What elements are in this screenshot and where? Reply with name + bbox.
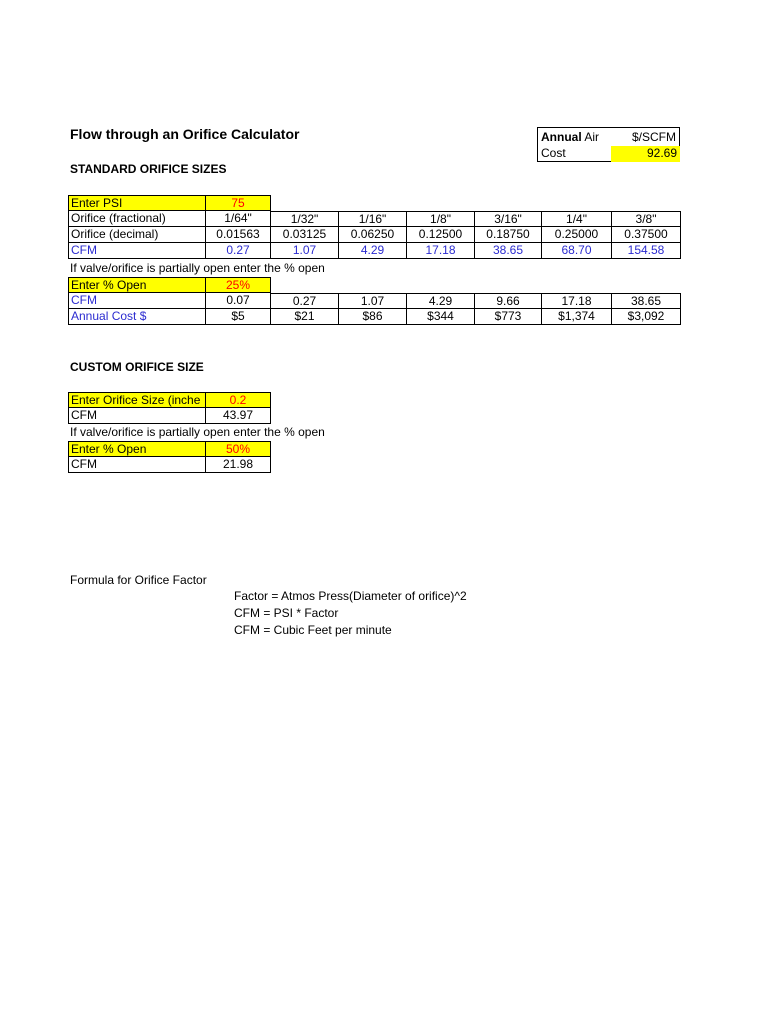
cfm-label: CFM	[69, 243, 206, 259]
fractional-cell: 1/8"	[407, 211, 475, 227]
decimal-cell: 0.01563	[206, 227, 271, 243]
custom-size-row	[68, 392, 271, 408]
custom-partial-open-note: If valve/orifice is partially open enter the % open	[70, 425, 325, 439]
cfm-cell: 17.18	[407, 243, 475, 259]
cfm-cell: 154.58	[612, 243, 681, 259]
custom-cfm-row	[68, 408, 271, 424]
fractional-row	[68, 211, 681, 227]
decimal-label: Orifice (decimal)	[69, 227, 206, 243]
custom-cfm-partial-row	[68, 457, 271, 473]
fractional-cell: 1/16"	[339, 211, 407, 227]
formula-line: CFM = Cubic Feet per minute	[234, 623, 392, 637]
psi-label: Enter PSI	[69, 195, 206, 211]
cfm-cell: 38.65	[475, 243, 542, 259]
decimal-cell: 0.06250	[339, 227, 407, 243]
fractional-cell: 3/16"	[475, 211, 542, 227]
cfm-partial-cell: 0.27	[271, 293, 339, 309]
cfm-partial-cell: 1.07	[339, 293, 407, 309]
fractional-cell: 1/32"	[271, 211, 339, 227]
custom-cfm-value: 43.97	[206, 408, 271, 424]
decimal-cell: 0.03125	[271, 227, 339, 243]
decimal-row	[68, 227, 681, 243]
custom-open-label: Enter % Open	[69, 441, 206, 457]
decimal-cell: 0.12500	[407, 227, 475, 243]
cfm-partial-label: CFM	[69, 293, 206, 309]
decimal-cell: 0.37500	[612, 227, 681, 243]
cfm-cell: 4.29	[339, 243, 407, 259]
cfm-partial-cell: 9.66	[475, 293, 542, 309]
custom-size-heading: CUSTOM ORIFICE SIZE	[70, 360, 204, 374]
annual-air-cost-input[interactable]: 92.69	[611, 146, 680, 162]
annual-cost-cell: $773	[475, 309, 542, 325]
annual-air-box	[537, 127, 680, 162]
cfm-partial-cell: 17.18	[542, 293, 612, 309]
annual-cost-cell: $3,092	[612, 309, 681, 325]
decimal-cell: 0.18750	[475, 227, 542, 243]
annual-cost-cell: $344	[407, 309, 475, 325]
cfm-row	[68, 243, 681, 259]
custom-open-row	[68, 441, 271, 457]
custom-cfm-partial-label: CFM	[69, 457, 206, 473]
fractional-cell: 1/64"	[206, 211, 271, 227]
open-input[interactable]: 25%	[206, 277, 271, 293]
fractional-cell: 1/4"	[542, 211, 612, 227]
annual-cost-label: Annual Cost $	[69, 309, 206, 325]
annual-cost-cell: $21	[271, 309, 339, 325]
annual-cost-cell: $5	[206, 309, 271, 325]
page-title: Flow through an Orifice Calculator	[70, 126, 300, 142]
cfm-partial-cell: 0.07	[206, 293, 271, 309]
cfm-partial-row	[68, 293, 681, 309]
cfm-partial-cell: 4.29	[407, 293, 475, 309]
psi-input[interactable]: 75	[206, 195, 271, 211]
formula-heading: Formula for Orifice Factor	[70, 573, 207, 587]
cfm-cell: 68.70	[542, 243, 612, 259]
standard-sizes-heading: STANDARD ORIFICE SIZES	[70, 162, 227, 176]
fractional-cell: 3/8"	[612, 211, 681, 227]
custom-cfm-label: CFM	[69, 408, 206, 424]
partial-open-note: If valve/orifice is partially open enter the % open	[70, 261, 325, 275]
cfm-cell: 1.07	[271, 243, 339, 259]
fractional-label: Orifice (fractional)	[69, 211, 206, 227]
cfm-partial-cell: 38.65	[612, 293, 681, 309]
annual-cost-cell: $86	[339, 309, 407, 325]
annual-cost-row	[68, 309, 681, 325]
custom-size-label: Enter Orifice Size (inche	[69, 392, 206, 408]
custom-cfm-partial-value: 21.98	[206, 457, 271, 473]
decimal-cell: 0.25000	[542, 227, 612, 243]
formula-line: Factor = Atmos Press(Diameter of orifice)^2	[234, 589, 467, 603]
cost-label: Cost	[541, 146, 566, 160]
annual-cost-cell: $1,374	[542, 309, 612, 325]
scfm-unit-label: $/SCFM	[632, 130, 677, 144]
open-label: Enter % Open	[69, 277, 206, 293]
formula-line: CFM = PSI * Factor	[234, 606, 339, 620]
cfm-cell: 0.27	[206, 243, 271, 259]
psi-row	[68, 195, 271, 211]
custom-open-input[interactable]: 50%	[206, 441, 271, 457]
open-row	[68, 277, 271, 293]
custom-size-input[interactable]: 0.2	[206, 392, 271, 408]
annual-air-label: Annual Air	[541, 130, 600, 144]
